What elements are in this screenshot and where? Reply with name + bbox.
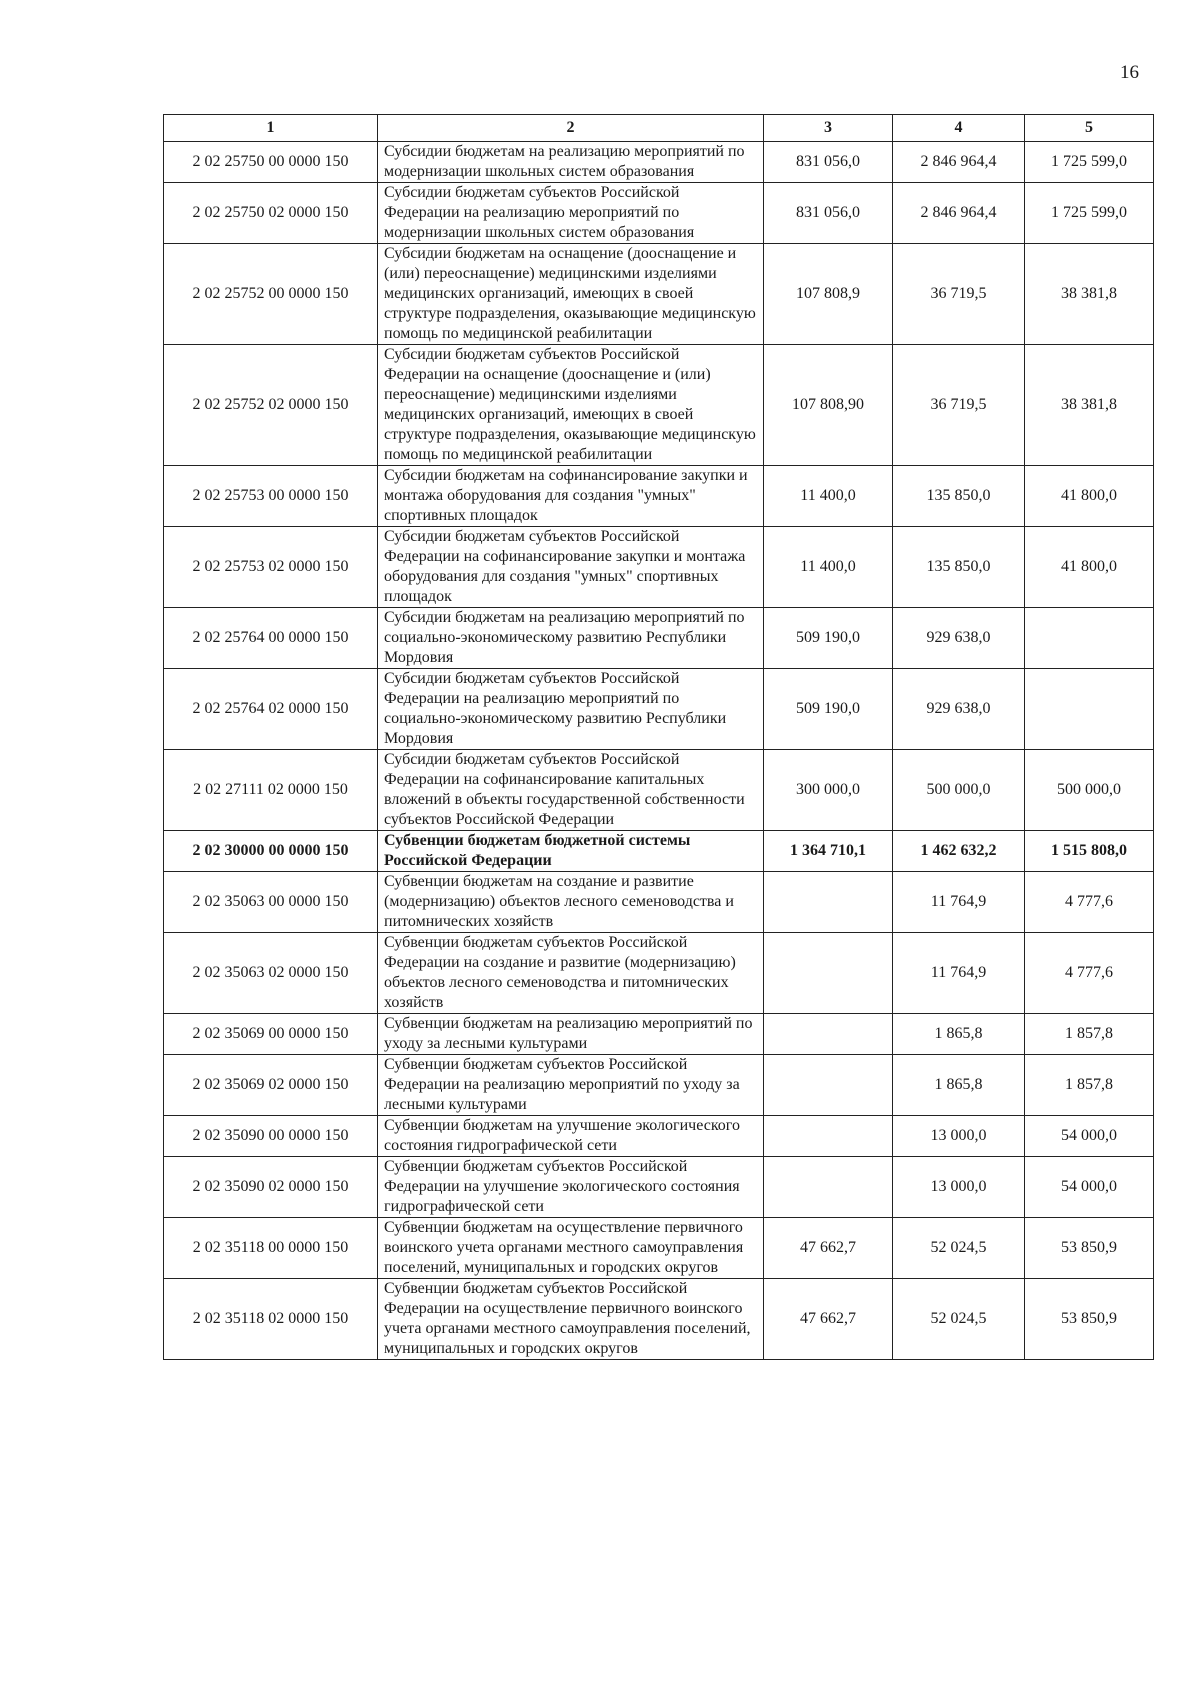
value-col4-cell: 36 719,5 <box>893 244 1025 345</box>
description-cell: Субсидии бюджетам на реализацию мероприятий по социально-экономическому развитию Республики Мордовия <box>378 608 764 669</box>
value-col3-cell: 11 400,0 <box>764 527 893 608</box>
table-row <box>164 1218 1154 1279</box>
budget-code-cell: 2 02 35063 02 0000 150 <box>164 933 378 1014</box>
value-col3-cell <box>764 872 893 933</box>
value-col4-cell: 1 865,8 <box>893 1014 1025 1055</box>
value-col5-cell: 54 000,0 <box>1025 1116 1154 1157</box>
budget-code-cell: 2 02 25750 02 0000 150 <box>164 183 378 244</box>
value-col4-cell: 500 000,0 <box>893 750 1025 831</box>
value-col5-cell: 41 800,0 <box>1025 527 1154 608</box>
value-col5-cell: 1 857,8 <box>1025 1014 1154 1055</box>
value-col3-cell <box>764 1116 893 1157</box>
value-col3-cell: 107 808,90 <box>764 345 893 466</box>
description-cell: Субсидии бюджетам субъектов Российской Федерации на софинансирование капитальных вложений в объекты государственной собственности субъектов Российской Федерации <box>378 750 764 831</box>
value-col4-cell: 2 846 964,4 <box>893 183 1025 244</box>
table-body <box>164 115 1154 1360</box>
value-col4-cell: 1 865,8 <box>893 1055 1025 1116</box>
table-row <box>164 933 1154 1014</box>
budget-code-cell: 2 02 25764 02 0000 150 <box>164 669 378 750</box>
budget-code-cell: 2 02 25752 00 0000 150 <box>164 244 378 345</box>
description-cell: Субсидии бюджетам субъектов Российской Федерации на софинансирование закупки и монтажа оборудования для создания "умных" спортивных площадок <box>378 527 764 608</box>
value-col5-cell: 1 857,8 <box>1025 1055 1154 1116</box>
table-row <box>164 466 1154 527</box>
value-col3-cell <box>764 1014 893 1055</box>
budget-code-cell: 2 02 35069 00 0000 150 <box>164 1014 378 1055</box>
description-cell: Субвенции бюджетам субъектов Российской Федерации на улучшение экологического состояния гидрографической сети <box>378 1157 764 1218</box>
value-col4-cell: 2 846 964,4 <box>893 142 1025 183</box>
column-header-5: 5 <box>1025 115 1154 142</box>
table-row <box>164 1055 1154 1116</box>
value-col4-cell: 1 462 632,2 <box>893 831 1025 872</box>
description-cell: Субсидии бюджетам на оснащение (дооснащение и (или) переоснащение) медицинскими изделиями медицинских организаций, имеющих в своей структуре подразделения, оказывающие медицинскую помощь по медицинской реабилитации <box>378 244 764 345</box>
value-col4-cell: 52 024,5 <box>893 1218 1025 1279</box>
value-col3-cell: 1 364 710,1 <box>764 831 893 872</box>
value-col5-cell: 4 777,6 <box>1025 933 1154 1014</box>
value-col5-cell: 1 725 599,0 <box>1025 183 1154 244</box>
table-row <box>164 831 1154 872</box>
page-number: 16 <box>1120 62 1139 83</box>
table-row <box>164 750 1154 831</box>
budget-code-cell: 2 02 35090 00 0000 150 <box>164 1116 378 1157</box>
description-cell: Субвенции бюджетам на реализацию мероприятий по уходу за лесными культурами <box>378 1014 764 1055</box>
value-col4-cell: 36 719,5 <box>893 345 1025 466</box>
description-cell: Субвенции бюджетам на осуществление первичного воинского учета органами местного самоуправления поселений, муниципальных и городских округов <box>378 1218 764 1279</box>
description-cell: Субсидии бюджетам на реализацию мероприятий по модернизации школьных систем образования <box>378 142 764 183</box>
value-col5-cell: 38 381,8 <box>1025 244 1154 345</box>
column-header-2: 2 <box>378 115 764 142</box>
value-col4-cell: 13 000,0 <box>893 1116 1025 1157</box>
description-cell: Субвенции бюджетам субъектов Российской Федерации на реализацию мероприятий по уходу за лесными культурами <box>378 1055 764 1116</box>
column-header-4: 4 <box>893 115 1025 142</box>
value-col3-cell: 509 190,0 <box>764 669 893 750</box>
table-row <box>164 244 1154 345</box>
table-row <box>164 608 1154 669</box>
value-col5-cell: 1 515 808,0 <box>1025 831 1154 872</box>
value-col3-cell: 831 056,0 <box>764 183 893 244</box>
value-col5-cell: 54 000,0 <box>1025 1157 1154 1218</box>
value-col3-cell <box>764 1157 893 1218</box>
value-col3-cell <box>764 933 893 1014</box>
table-row <box>164 183 1154 244</box>
table-row <box>164 1014 1154 1055</box>
value-col3-cell: 11 400,0 <box>764 466 893 527</box>
value-col4-cell: 929 638,0 <box>893 669 1025 750</box>
value-col3-cell: 107 808,9 <box>764 244 893 345</box>
value-col5-cell <box>1025 608 1154 669</box>
value-col4-cell: 52 024,5 <box>893 1279 1025 1360</box>
budget-code-cell: 2 02 25752 02 0000 150 <box>164 345 378 466</box>
table-row <box>164 345 1154 466</box>
value-col4-cell: 11 764,9 <box>893 933 1025 1014</box>
table-header-row <box>164 115 1154 142</box>
budget-code-cell: 2 02 27111 02 0000 150 <box>164 750 378 831</box>
value-col4-cell: 135 850,0 <box>893 527 1025 608</box>
table-row <box>164 1279 1154 1360</box>
budget-code-cell: 2 02 35118 02 0000 150 <box>164 1279 378 1360</box>
description-cell: Субвенции бюджетам на улучшение экологического состояния гидрографической сети <box>378 1116 764 1157</box>
value-col3-cell: 300 000,0 <box>764 750 893 831</box>
value-col3-cell: 831 056,0 <box>764 142 893 183</box>
budget-code-cell: 2 02 35063 00 0000 150 <box>164 872 378 933</box>
budget-code-cell: 2 02 25753 00 0000 150 <box>164 466 378 527</box>
table-row <box>164 527 1154 608</box>
table-row <box>164 1157 1154 1218</box>
description-cell: Субвенции бюджетам бюджетной системы Российской Федерации <box>378 831 764 872</box>
description-cell: Субвенции бюджетам субъектов Российской Федерации на создание и развитие (модернизацию) объектов лесного семеноводства и питомнических хозяйств <box>378 933 764 1014</box>
value-col5-cell: 4 777,6 <box>1025 872 1154 933</box>
value-col4-cell: 11 764,9 <box>893 872 1025 933</box>
table-row <box>164 142 1154 183</box>
budget-code-cell: 2 02 25750 00 0000 150 <box>164 142 378 183</box>
value-col5-cell: 500 000,0 <box>1025 750 1154 831</box>
value-col5-cell: 1 725 599,0 <box>1025 142 1154 183</box>
budget-code-cell: 2 02 35118 00 0000 150 <box>164 1218 378 1279</box>
budget-code-cell: 2 02 25753 02 0000 150 <box>164 527 378 608</box>
value-col3-cell <box>764 1055 893 1116</box>
table-row <box>164 872 1154 933</box>
value-col4-cell: 135 850,0 <box>893 466 1025 527</box>
description-cell: Субсидии бюджетам на софинансирование закупки и монтажа оборудования для создания "умных" спортивных площадок <box>378 466 764 527</box>
budget-code-cell: 2 02 25764 00 0000 150 <box>164 608 378 669</box>
value-col4-cell: 929 638,0 <box>893 608 1025 669</box>
description-cell: Субсидии бюджетам субъектов Российской Федерации на оснащение (дооснащение и (или) переоснащение) медицинскими изделиями медицинских организаций, имеющих в своей структуре подразделения, оказывающие медицинскую помощь по медицинской реабилитации <box>378 345 764 466</box>
table-row <box>164 669 1154 750</box>
table-row <box>164 1116 1154 1157</box>
column-header-1: 1 <box>164 115 378 142</box>
value-col3-cell: 47 662,7 <box>764 1279 893 1360</box>
value-col5-cell: 53 850,9 <box>1025 1218 1154 1279</box>
value-col5-cell: 53 850,9 <box>1025 1279 1154 1360</box>
budget-table <box>163 114 1154 1360</box>
description-cell: Субсидии бюджетам субъектов Российской Федерации на реализацию мероприятий по социально-экономическому развитию Республики Мордовия <box>378 669 764 750</box>
value-col4-cell: 13 000,0 <box>893 1157 1025 1218</box>
value-col5-cell <box>1025 669 1154 750</box>
description-cell: Субсидии бюджетам субъектов Российской Федерации на реализацию мероприятий по модернизации школьных систем образования <box>378 183 764 244</box>
budget-code-cell: 2 02 35090 02 0000 150 <box>164 1157 378 1218</box>
description-cell: Субвенции бюджетам субъектов Российской Федерации на осуществление первичного воинского учета органами местного самоуправления поселений, муниципальных и городских округов <box>378 1279 764 1360</box>
budget-code-cell: 2 02 30000 00 0000 150 <box>164 831 378 872</box>
value-col3-cell: 509 190,0 <box>764 608 893 669</box>
value-col5-cell: 41 800,0 <box>1025 466 1154 527</box>
value-col5-cell: 38 381,8 <box>1025 345 1154 466</box>
column-header-3: 3 <box>764 115 893 142</box>
value-col3-cell: 47 662,7 <box>764 1218 893 1279</box>
description-cell: Субвенции бюджетам на создание и развитие (модернизацию) объектов лесного семеноводства и питомнических хозяйств <box>378 872 764 933</box>
budget-code-cell: 2 02 35069 02 0000 150 <box>164 1055 378 1116</box>
